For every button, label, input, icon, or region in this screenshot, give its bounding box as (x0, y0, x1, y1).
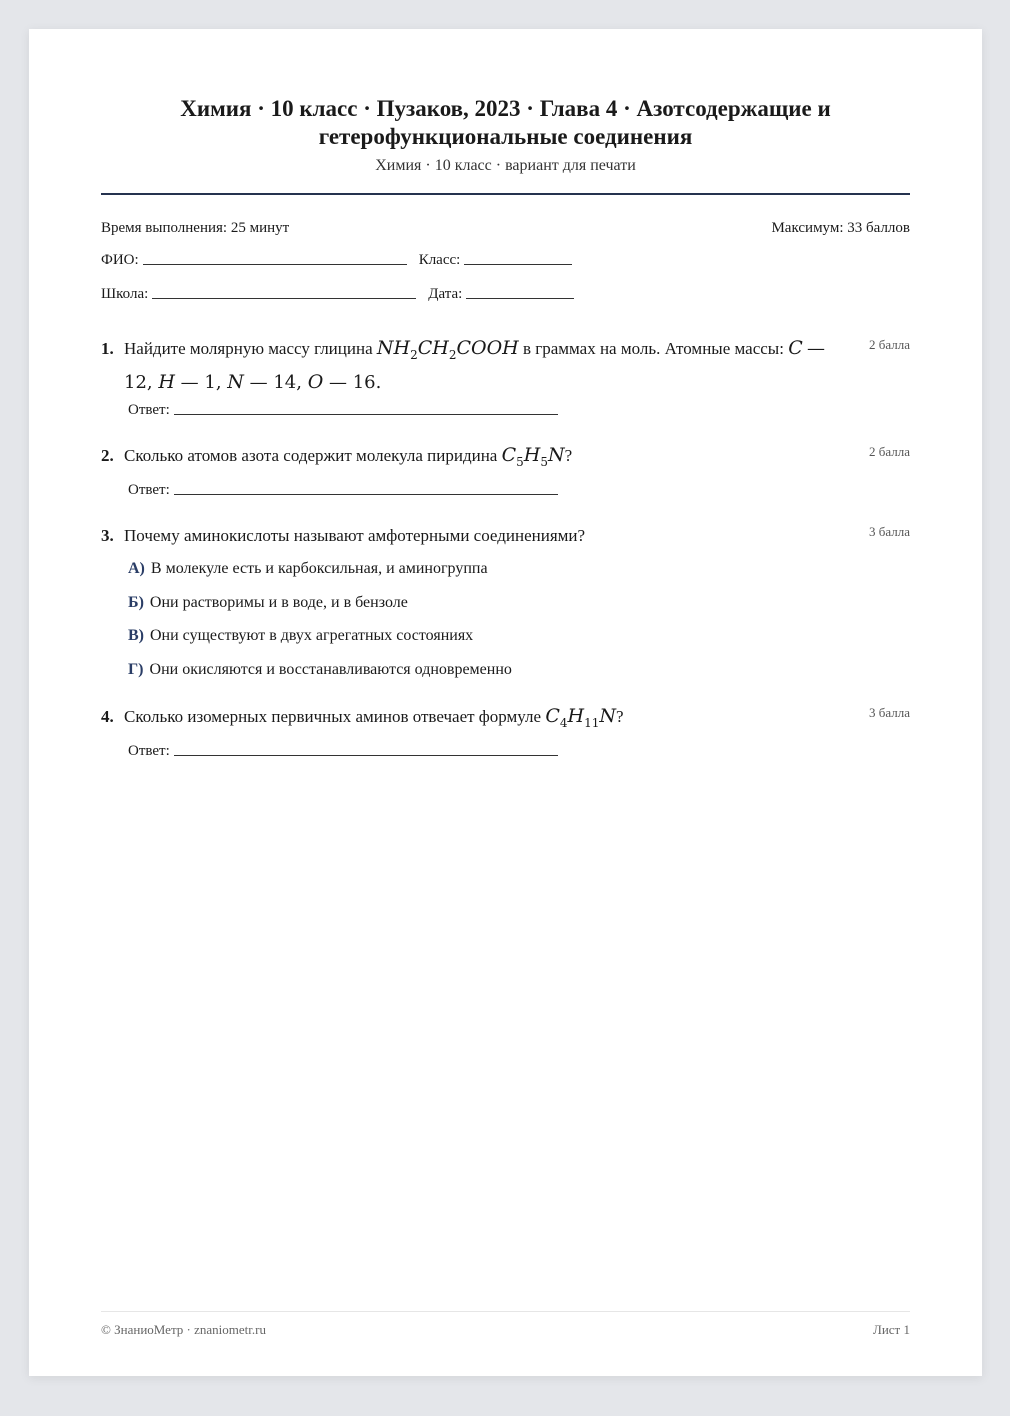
page-subtitle: Химия · 10 класс · вариант для печати (375, 157, 636, 174)
option-d[interactable] (128, 661, 512, 679)
max-score: Максимум: 33 баллов (771, 220, 910, 236)
answer-row-1 (128, 402, 562, 419)
question-points: 2 балла (869, 444, 910, 459)
answer-input-line[interactable] (174, 754, 558, 756)
question-number: 1. (101, 339, 114, 358)
atomic-masses: — 16. (323, 371, 382, 393)
fio-input-line[interactable] (143, 263, 407, 265)
question-text-part: Сколько изомерных первичных аминов отвечает формуле (124, 707, 542, 726)
date-label: Дата: (428, 286, 463, 302)
option-text: Они растворимы и в воде, и в бензоле (149, 594, 408, 611)
option-letter: А) (128, 560, 145, 577)
atomic-masses: N (227, 370, 244, 393)
atomic-masses: — 12, (124, 338, 825, 393)
amine-formula: $C_4H_{11}N$ (545, 705, 617, 730)
name-class-row (101, 252, 576, 269)
option-text: Они существуют в двух агрегатных состояниях (150, 627, 474, 644)
atomic-masses: O (307, 370, 324, 393)
atomic-masses: — 14, (243, 371, 308, 393)
atomic-masses: — 1, (174, 371, 228, 393)
answer-input-line[interactable] (174, 493, 558, 495)
question-text (124, 335, 859, 396)
option-text: Они окисляются и восстанавливаются одновременно (149, 661, 512, 678)
footer-copyright: © ЗнаниоМетр · znaniometr.ru (101, 1322, 266, 1337)
question-text-part: ? (616, 707, 624, 726)
header-divider (101, 193, 910, 195)
question-text-part: ? (564, 446, 573, 465)
glycine-formula: $NH_2CH_2COOH$ (376, 337, 519, 362)
question-text-part: Найдите молярную массу глицина (124, 339, 373, 358)
answer-row-2 (128, 482, 562, 499)
option-letter: В) (128, 627, 144, 644)
question-text (124, 703, 859, 737)
answer-label: Ответ: (128, 482, 170, 498)
option-a[interactable] (128, 560, 488, 578)
option-c[interactable] (128, 627, 473, 645)
answer-label: Ответ: (128, 743, 170, 759)
question-points: 2 балла (869, 337, 910, 352)
answer-input-line[interactable] (174, 413, 558, 415)
question-number: 2. (101, 446, 114, 465)
question-text-part: в граммах на моль. Атомные массы: (522, 339, 784, 358)
school-label: Школа: (101, 286, 149, 302)
page-number: Лист 1 (873, 1322, 910, 1337)
question-number: 4. (101, 707, 114, 726)
question-text (124, 442, 859, 476)
date-input-line[interactable] (466, 297, 574, 299)
option-b[interactable] (128, 594, 408, 612)
class-label: Класс: (418, 252, 461, 268)
class-input-line[interactable] (464, 263, 572, 265)
pyridine-formula: $C_5H_5N$ (501, 444, 565, 469)
option-letter: Б) (128, 594, 144, 611)
answer-row-4 (128, 743, 562, 760)
time-limit: Время выполнения: 25 минут (101, 220, 290, 236)
atomic-masses: C (788, 337, 803, 359)
page-title: Химия · 10 класс · Пузаков, 2023 · Глава 4 · Азотсодержащие и гетерофункциональные соединения (180, 96, 831, 149)
option-letter: Г) (128, 661, 144, 678)
question-text: Почему аминокислоты называют амфотерными соединениями? (124, 526, 586, 545)
school-date-row (101, 286, 578, 303)
footer-divider (101, 1311, 910, 1312)
atomic-masses: H (158, 370, 175, 393)
question-text-part: Сколько атомов азота содержит молекула пиридина (124, 446, 498, 465)
answer-label: Ответ: (128, 402, 170, 418)
option-text: В молекуле есть и карбоксильная, и аминогруппа (150, 560, 488, 577)
question-points: 3 балла (869, 705, 910, 720)
question-number: 3. (101, 526, 114, 545)
school-input-line[interactable] (152, 297, 416, 299)
fio-label: ФИО: (101, 252, 139, 268)
question-points: 3 балла (869, 524, 910, 539)
worksheet-page (29, 29, 982, 1376)
